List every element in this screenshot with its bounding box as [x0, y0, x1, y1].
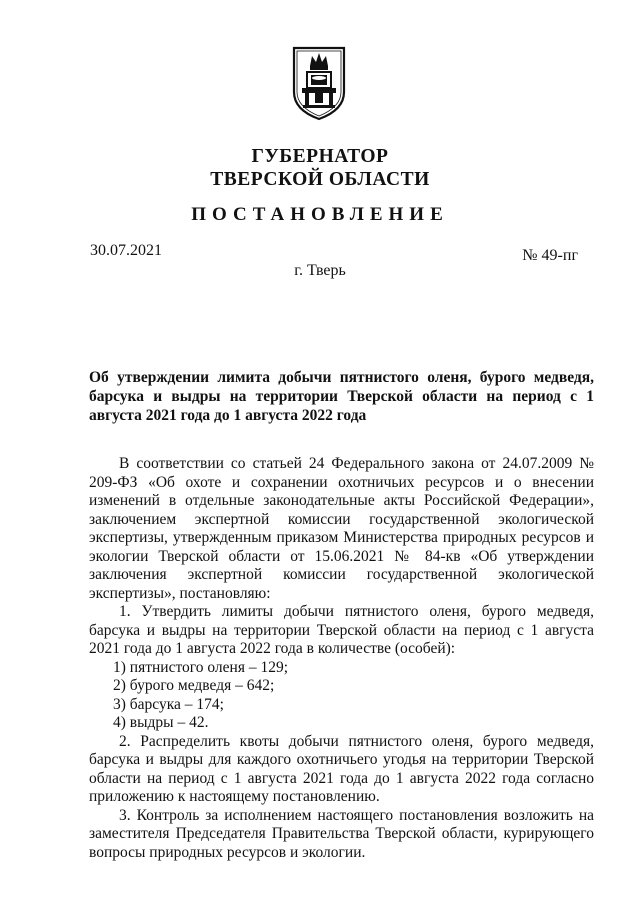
point-2-paragraph: 2. Распределить квоты добычи пятнистого оленя, бурого медведя, барсука и выдры для каждого охотничьего угодья на территории Тверской области на период с 1 августа 2021 года до 1 августа 2022 года согласно приложению к настоящему постановлению. [89, 732, 594, 805]
preamble-paragraph: В соответствии со статьей 24 Федерального закона от 24.07.2009 № 209-ФЗ «Об охоте и сохранении охотничьих ресурсов и о внесении изменений в отдельные законодательные акты Российской Федерации», заключением экспертной комиссии государственной экологической экспертизы, утвержденным приказом Министерства природных ресурсов и экологии Тверской области от 15.06.2021 № 84-кв «Об утверждении заключения экспертной комиссии государственной экологической экспертизы», постановляю: [89, 455, 594, 602]
document-date: 30.07.2021 [90, 242, 162, 259]
issuer-title-line2: ТВЕРСКОЙ ОБЛАСТИ [210, 169, 430, 190]
tver-coat-of-arms-icon [288, 44, 350, 122]
issuer-title-line1: ГУБЕРНАТОР [251, 146, 389, 167]
limit-item-otter: 4) выдры – 42. [113, 714, 209, 731]
point-1-paragraph: 1. Утвердить лимиты добычи пятнистого оленя, бурого медведя, барсука и выдры на территории Тверской области на период с 1 августа 2021 года до 1 августа 2022 года в количестве (особей): [89, 603, 594, 657]
limit-item-deer: 1) пятнистого оленя – 129; [113, 658, 289, 676]
document-type: ПОСТАНОВЛЕНИЕ [191, 204, 449, 225]
document-subject: Об утверждении лимита добычи пятнистого оленя, бурого медведя, барсука и выдры на территории Тверской области на период с 1 августа 2021 года до 1 августа 2022 года [89, 369, 594, 424]
document-number: № 49-пг [522, 247, 578, 264]
point-3-paragraph: 3. Контроль за исполнением настоящего постановления возложить на заместителя Председателя Правительства Тверской области, курирующего вопросы природных ресурсов и экологии. [89, 806, 594, 861]
document-city: г. Тверь [294, 262, 346, 279]
document-body [89, 455, 594, 862]
limit-item-badger: 3) барсука – 174; [113, 695, 224, 713]
limit-item-bear: 2) бурого медведя – 642; [113, 677, 275, 694]
